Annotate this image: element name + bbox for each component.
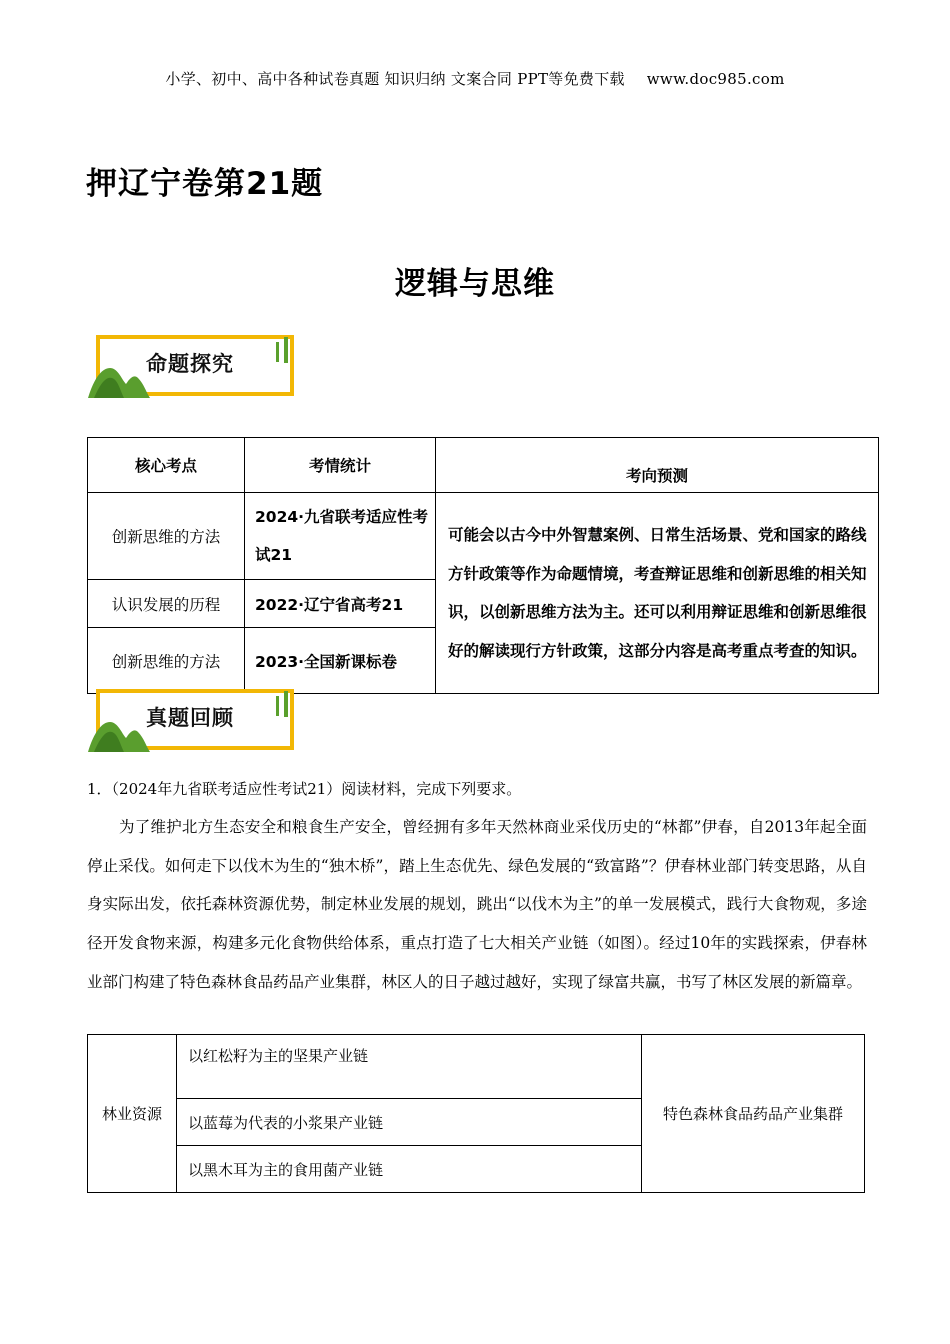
table-row bbox=[88, 493, 879, 580]
question-intro: 1．（2024年九省联考适应性考试21）阅读材料，完成下列要求。 bbox=[87, 780, 522, 798]
table-cell: 认识发展的历程 bbox=[88, 580, 245, 628]
header-site[interactable]: www.doc985.com bbox=[646, 70, 785, 88]
table-cell: 创新思维的方法 bbox=[88, 493, 245, 580]
table-header-row bbox=[88, 438, 879, 493]
chain-cell: 以黑木耳为主的食用菌产业链 bbox=[177, 1146, 642, 1193]
section-label: 命题探究 bbox=[146, 352, 234, 376]
page-title: 押辽宁卷第21题 bbox=[86, 166, 324, 202]
section-banner-review bbox=[88, 688, 298, 754]
column-header: 核心考点 bbox=[88, 438, 245, 493]
column-header: 考向预测 bbox=[436, 438, 879, 493]
section-label: 真题回顾 bbox=[146, 706, 234, 730]
table-cell: 2024·九省联考适应性考试21 bbox=[245, 493, 436, 580]
chain-cell: 以红松籽为主的坚果产业链 bbox=[177, 1035, 642, 1099]
page-subtitle: 逻辑与思维 bbox=[395, 266, 555, 302]
table-cell: 2023·全国新课标卷 bbox=[245, 628, 436, 694]
question-passage: 为了维护北方生态安全和粮食生产安全，曾经拥有多年天然林商业采伐历史的“林都”伊春，自2013年起全面停止采伐。如何走下以伐木为生的“独木桥”，踏上生态优先、绿色发展的“致富路”？伊春林业部门转变思路，从自身实际出发，依托森林资源优势，制定林业发展的规划，跳出“以伐木为主”的单一发展模式，践行大食物观，多途径开发食物来源，构建多元化食物供给体系，重点打造了七大相关产业链（如图）。经过10年的实践探索，伊春林业部门构建了特色森林食品药品产业集群，林区人的日子越过越好，实现了绿富共赢，书写了林区发展的新篇章。 bbox=[87, 818, 867, 991]
column-header: 考情统计 bbox=[245, 438, 436, 493]
industry-chain-table bbox=[87, 1034, 865, 1193]
prediction-cell: 可能会以古今中外智慧案例、日常生活场景、党和国家的路线方针政策等作为命题情境，考查辩证思维和创新思维的相关知识，以创新思维方法为主。还可以利用辩证思维和创新思维很好的解读现行方针政策，这部分内容是高考重点考查的知识。 bbox=[436, 493, 879, 694]
table-cell: 2022·辽宁省高考21 bbox=[245, 580, 436, 628]
exam-analysis-table bbox=[87, 437, 879, 694]
table-row bbox=[88, 1035, 865, 1099]
section-banner-proposition bbox=[88, 334, 298, 400]
table-cell: 创新思维的方法 bbox=[88, 628, 245, 694]
page-header bbox=[0, 68, 950, 89]
header-slogan: 小学、初中、高中各种试卷真题 知识归纳 文案合同 PPT等免费下载 bbox=[165, 70, 625, 88]
resource-cell: 林业资源 bbox=[88, 1035, 177, 1193]
cluster-cell: 特色森林食品药品产业集群 bbox=[642, 1035, 865, 1193]
chain-cell: 以蓝莓为代表的小浆果产业链 bbox=[177, 1099, 642, 1146]
